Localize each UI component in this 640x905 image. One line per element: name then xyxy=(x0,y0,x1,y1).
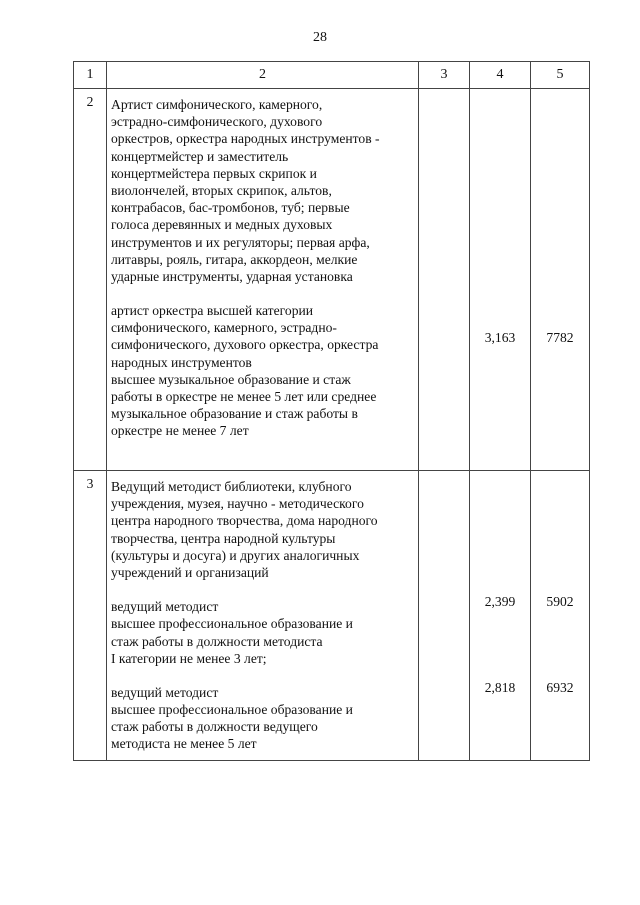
col3-cell xyxy=(419,89,470,471)
header-cell-4: 4 xyxy=(470,62,531,89)
table-row xyxy=(74,89,590,471)
header-cell-3: 3 xyxy=(419,62,470,89)
page-number: 28 xyxy=(313,30,327,45)
header-cell-5: 5 xyxy=(531,62,590,89)
row-description xyxy=(107,471,419,761)
heading-line: виолончелей, вторых скрипок, альтов, xyxy=(111,182,332,198)
salary-value: 6932 xyxy=(546,680,574,695)
salary-table xyxy=(73,61,590,761)
heading-line: Ведущий методист библиотеки, клубного xyxy=(111,479,352,494)
entry-line: народных инструментов xyxy=(111,354,252,370)
header-cell-2: 2 xyxy=(107,62,419,89)
salary-cell xyxy=(531,471,590,761)
heading-line: концертмейстер и заместитель xyxy=(111,148,289,164)
salary-cell xyxy=(531,89,590,471)
entry-line: оркестре не менее 7 лет xyxy=(111,423,249,439)
heading-line: учреждения, музея, научно - методического xyxy=(111,496,364,512)
heading-line: инструментов и их регуляторы; первая арфа, xyxy=(111,234,370,250)
entry-line: стаж работы в должности ведущего xyxy=(111,719,318,735)
entry-line: I категории не менее 3 лет; xyxy=(111,650,267,666)
entry-line: методиста не менее 5 лет xyxy=(111,736,257,752)
entry-line: работы в оркестре не менее 5 лет или среднее xyxy=(111,389,377,404)
entry-line: стаж работы в должности методиста xyxy=(111,633,323,649)
entry-line: симфонического, камерного, эстрадно- xyxy=(111,320,337,336)
salary-value: 7782 xyxy=(546,330,574,345)
header-cell-1: 1 xyxy=(74,62,107,89)
entry-line: симфонического, духового оркестра, оркестра xyxy=(111,337,379,353)
heading-line: (культуры и досуга) и других аналогичных xyxy=(111,547,360,563)
entry-line: высшее профессиональное образование и xyxy=(111,702,353,718)
col3-cell xyxy=(419,471,470,761)
entry-line: высшее музыкальное образование и стаж xyxy=(111,371,351,387)
heading-line: эстрадно-симфонического, духового xyxy=(111,114,323,130)
coefficient-cell xyxy=(470,471,531,761)
entry-line: высшее профессиональное образование и xyxy=(111,616,353,632)
heading-line: концертмейстера первых скрипок и xyxy=(111,165,317,181)
table-header-row xyxy=(74,62,590,89)
coefficient-cell xyxy=(470,89,531,471)
row-description xyxy=(107,89,419,471)
heading-line: творчества, центра народной культуры xyxy=(111,530,336,546)
heading-line: литавры, рояль, гитара, аккордеон, мелкие xyxy=(111,251,358,267)
coefficient-value: 2,399 xyxy=(484,594,516,609)
entry-line: артист оркестра высшей категории xyxy=(111,303,314,319)
heading-line: учреждений и организаций xyxy=(111,564,269,580)
coefficient-value: 2,818 xyxy=(484,680,516,695)
entry-line: ведущий методист xyxy=(111,599,219,615)
heading-line: центра народного творчества, дома народного xyxy=(111,513,378,529)
row-number: 2 xyxy=(74,89,107,471)
heading-line: Артист симфонического, камерного, xyxy=(111,97,323,112)
salary-value: 5902 xyxy=(546,594,574,609)
heading-line: голоса деревянных и медных духовых xyxy=(111,217,333,233)
coefficient-value: 3,163 xyxy=(484,330,516,345)
row-number: 3 xyxy=(74,471,107,761)
entry-line: ведущий методист xyxy=(111,684,219,700)
heading-line: контрабасов, бас-тромбонов, туб; первые xyxy=(111,200,350,216)
entry-line: музыкальное образование и стаж работы в xyxy=(111,406,358,422)
heading-line: ударные инструменты, ударная установка xyxy=(111,268,353,284)
table-row xyxy=(74,471,590,761)
heading-line: оркестров, оркестра народных инструментов - xyxy=(111,131,380,147)
